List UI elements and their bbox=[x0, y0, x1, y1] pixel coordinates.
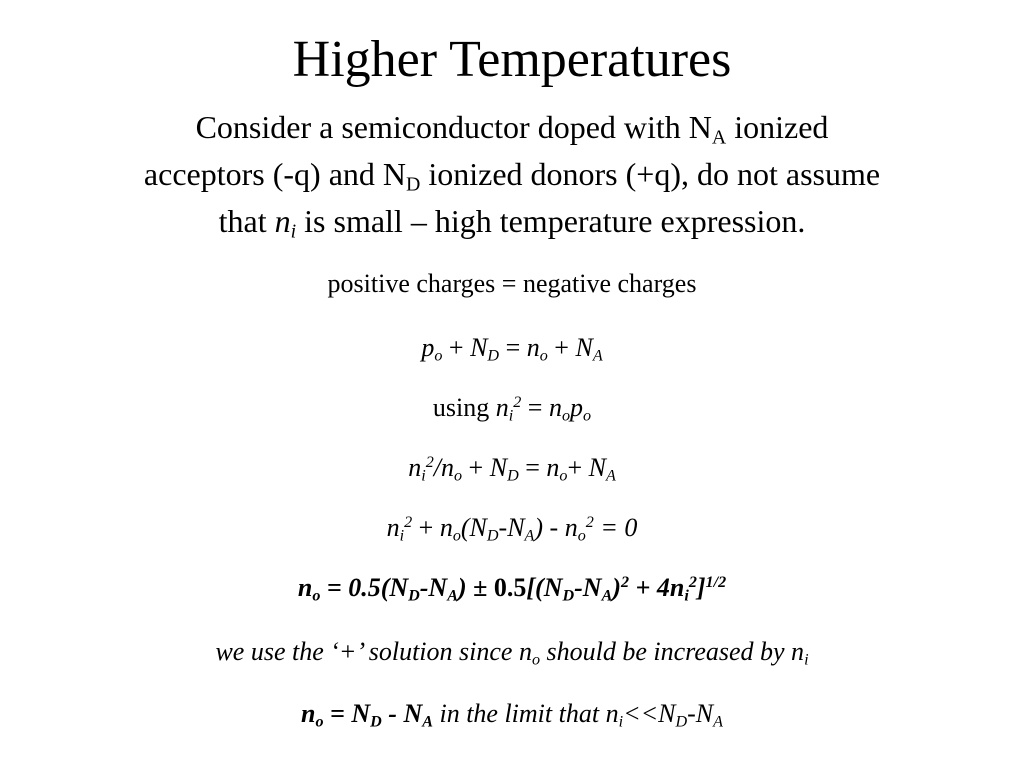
solution-equation: $n_o = 0.5(N_D-N_A) \pm 0.5[(N_D-N_A)^2 + 4n_i^2]^{1/2}$ bbox=[297, 573, 727, 605]
slide-title: Higher Temperatures bbox=[292, 31, 732, 88]
neutrality-equation: $p_o + N_D = n_o + N_A$ bbox=[421, 333, 603, 365]
quadratic-equation: $n_i^2 + n_o(N_D-N_A) - n_o^2 = 0$ bbox=[386, 513, 638, 545]
intro-paragraph bbox=[0, 104, 1024, 245]
charge-balance-text: positive charges = negative charges bbox=[327, 269, 697, 298]
substituted-equation: $n_i^2/n_o + N_D = n_o+ N_A$ bbox=[408, 453, 616, 485]
intro-line-2: acceptors (-q) and $N_D$ ionized donors (+q), do not assume bbox=[143, 156, 881, 196]
intro-line-1: Consider a semiconductor doped with $N_A$ ionized bbox=[195, 109, 829, 149]
intro-line-3: that $n_i$ is small – high temperature expression. bbox=[218, 203, 806, 243]
limit-equation: $n_o = N_D - N_A$ in the limit that $n_i<<N_D-N_A$ bbox=[301, 699, 723, 731]
solution-note: we use the ‘+’ solution since $n_o$ should be increased by $n_i$ bbox=[215, 637, 809, 669]
ni-relation-equation: using $n_i^2 = n_op_o$ bbox=[432, 393, 592, 425]
